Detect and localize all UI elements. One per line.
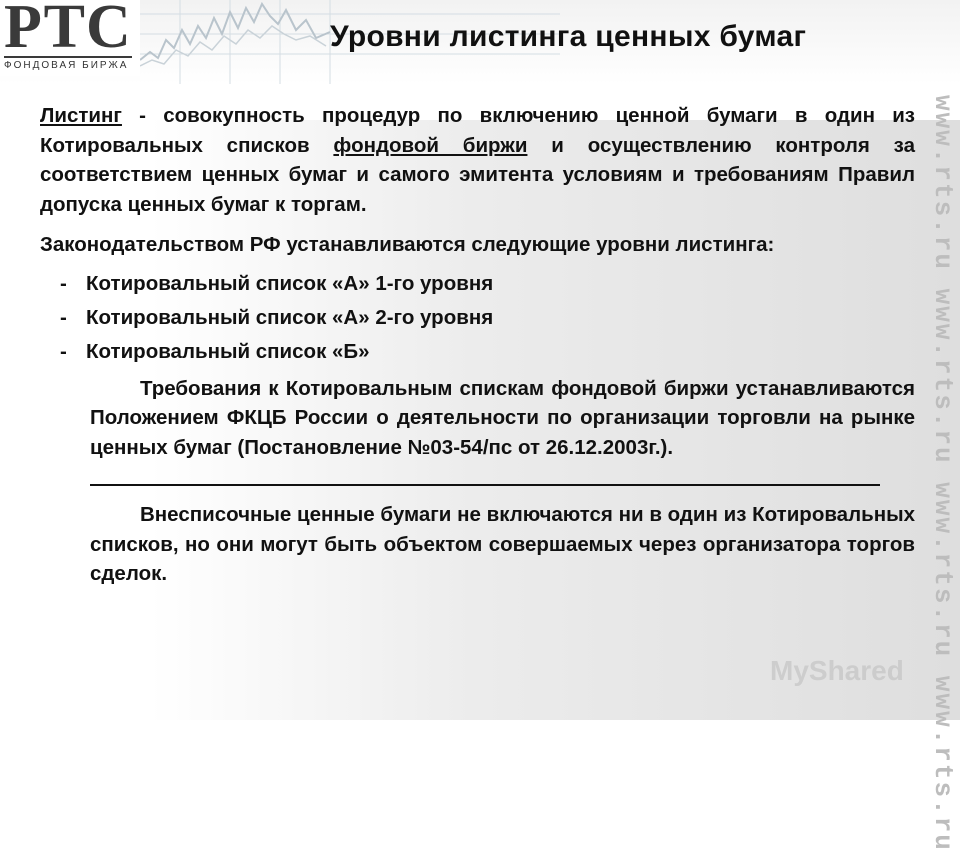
corner-watermark: MyShared xyxy=(770,655,904,686)
off-list-paragraph: Внесписочные ценные бумаги не включаются ни в один из Котировальных списков, но они могут быть объектом совершаемых через организатора торгов сделок. xyxy=(90,503,915,585)
list-dash: - xyxy=(60,305,67,329)
list-item-label: Котировальный список «Б» xyxy=(86,339,370,363)
list-dash: - xyxy=(60,271,67,295)
slide-content xyxy=(40,101,915,589)
list-item-label: Котировальный список «А» 2-го уровня xyxy=(86,305,494,329)
logo xyxy=(0,0,140,76)
listing-levels-list xyxy=(40,267,915,369)
list-item xyxy=(40,267,915,301)
list-item-label: Котировальный список «А» 1-го уровня xyxy=(86,271,494,295)
definition-paragraph xyxy=(40,101,915,219)
side-watermark xyxy=(926,95,960,852)
requirements-paragraph: Требования к Котировальным спискам фондовой биржи устанавливаются Положением ФКЦБ России о деятельности по организации торговли на рынке ценных бумаг (Постановление №03-54/пс от 26.12.2003г.). xyxy=(90,376,915,459)
definition-text-2: и осуществлению контроля за соответствием ценных бумаг и самого эмитента условиям и требованиям Правил допуска ценных бумаг к торгам. xyxy=(40,133,916,216)
term-stock-exchange: фондовой биржи xyxy=(333,133,528,157)
list-item xyxy=(40,301,915,335)
term-listing: Листинг xyxy=(40,104,122,127)
definition-text-1: - совокупность процедур по включению ценной бумаги в один из Котировальных списков xyxy=(40,104,915,157)
logo-mark: РТС xyxy=(4,0,132,61)
list-item xyxy=(40,335,915,369)
separator-line xyxy=(90,484,880,486)
list-dash: - xyxy=(60,339,67,363)
watermark-text: www.rts.ru www.rts.ru www.rts.ru www.rts.ru xyxy=(928,95,958,852)
intro-paragraph: Законодательством РФ устанавливаются следующие уровни листинга: xyxy=(40,233,775,256)
slide-title: Уровни листинга ценных бумаг xyxy=(330,20,807,53)
logo-subtitle: ФОНДОВАЯ БИРЖА xyxy=(4,56,132,74)
